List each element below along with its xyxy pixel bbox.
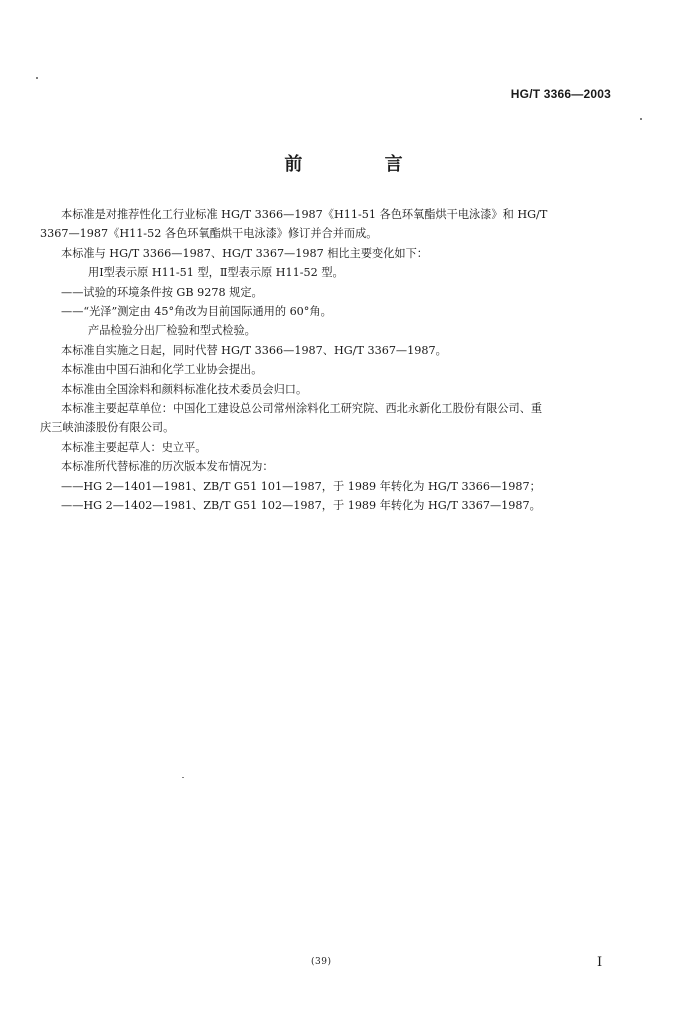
list-item: ——HG 2—1402—1981、ZB/T G51 102—1987，于 1989 年转化为 HG/T 3367—1987。 — [61, 499, 541, 513]
paragraph-line: 产品检验分出厂检验和型式检验。 — [88, 324, 256, 338]
standard-code: HG/T 3366—2003 — [510, 87, 611, 101]
paragraph-line: 用Ⅰ型表示原 H11-51 型，Ⅱ型表示原 H11-52 型。 — [88, 266, 344, 280]
paragraph-line: 本标准主要起草单位：中国化工建设总公司常州涂料化工研究院、西北永新化工股份有限公司、重 — [61, 402, 543, 416]
paragraph-line: 本标准由中国石油和化学工业协会提出。 — [61, 363, 263, 377]
scan-speck — [640, 118, 642, 120]
paragraph-line: 3367—1987《H11-52 各色环氧酯烘干电泳漆》修订并合并而成。 — [40, 227, 378, 241]
list-item: ——试验的环境条件按 GB 9278 规定。 — [61, 285, 263, 299]
paragraph-line: 本标准与 HG/T 3366—1987、HG/T 3367—1987 相比主要变化如下： — [61, 246, 428, 260]
paragraph-line: 本标准主要起草人：史立平。 — [61, 440, 207, 454]
list-item: ——“光泽”测定由 45°角改为目前国际通用的 60°角。 — [61, 305, 332, 319]
paragraph-line: 本标准由全国涂料和颜料标准化技术委员会归口。 — [61, 382, 308, 396]
page-title: 前 言 — [284, 154, 441, 175]
scan-speck — [36, 77, 38, 79]
paragraph-line: 庆三峡油漆股份有限公司。 — [40, 421, 175, 435]
page-number: (39) — [311, 957, 332, 967]
list-item: ——HG 2—1401—1981、ZB/T G51 101—1987，于 1989 年转化为 HG/T 3366—1987； — [61, 479, 541, 493]
scan-speck — [182, 777, 184, 778]
document-body — [40, 205, 622, 516]
paragraph-line: 本标准自实施之日起，同时代替 HG/T 3366—1987、HG/T 3367—1987。 — [61, 343, 447, 357]
paragraph-line: 本标准是对推荐性化工行业标准 HG/T 3366—1987《H11-51 各色环氧酯烘干电泳漆》和 HG/T — [61, 208, 548, 221]
roman-page-number: I — [597, 955, 603, 970]
paragraph-line: 本标准所代替标准的历次版本发布情况为： — [61, 460, 274, 474]
